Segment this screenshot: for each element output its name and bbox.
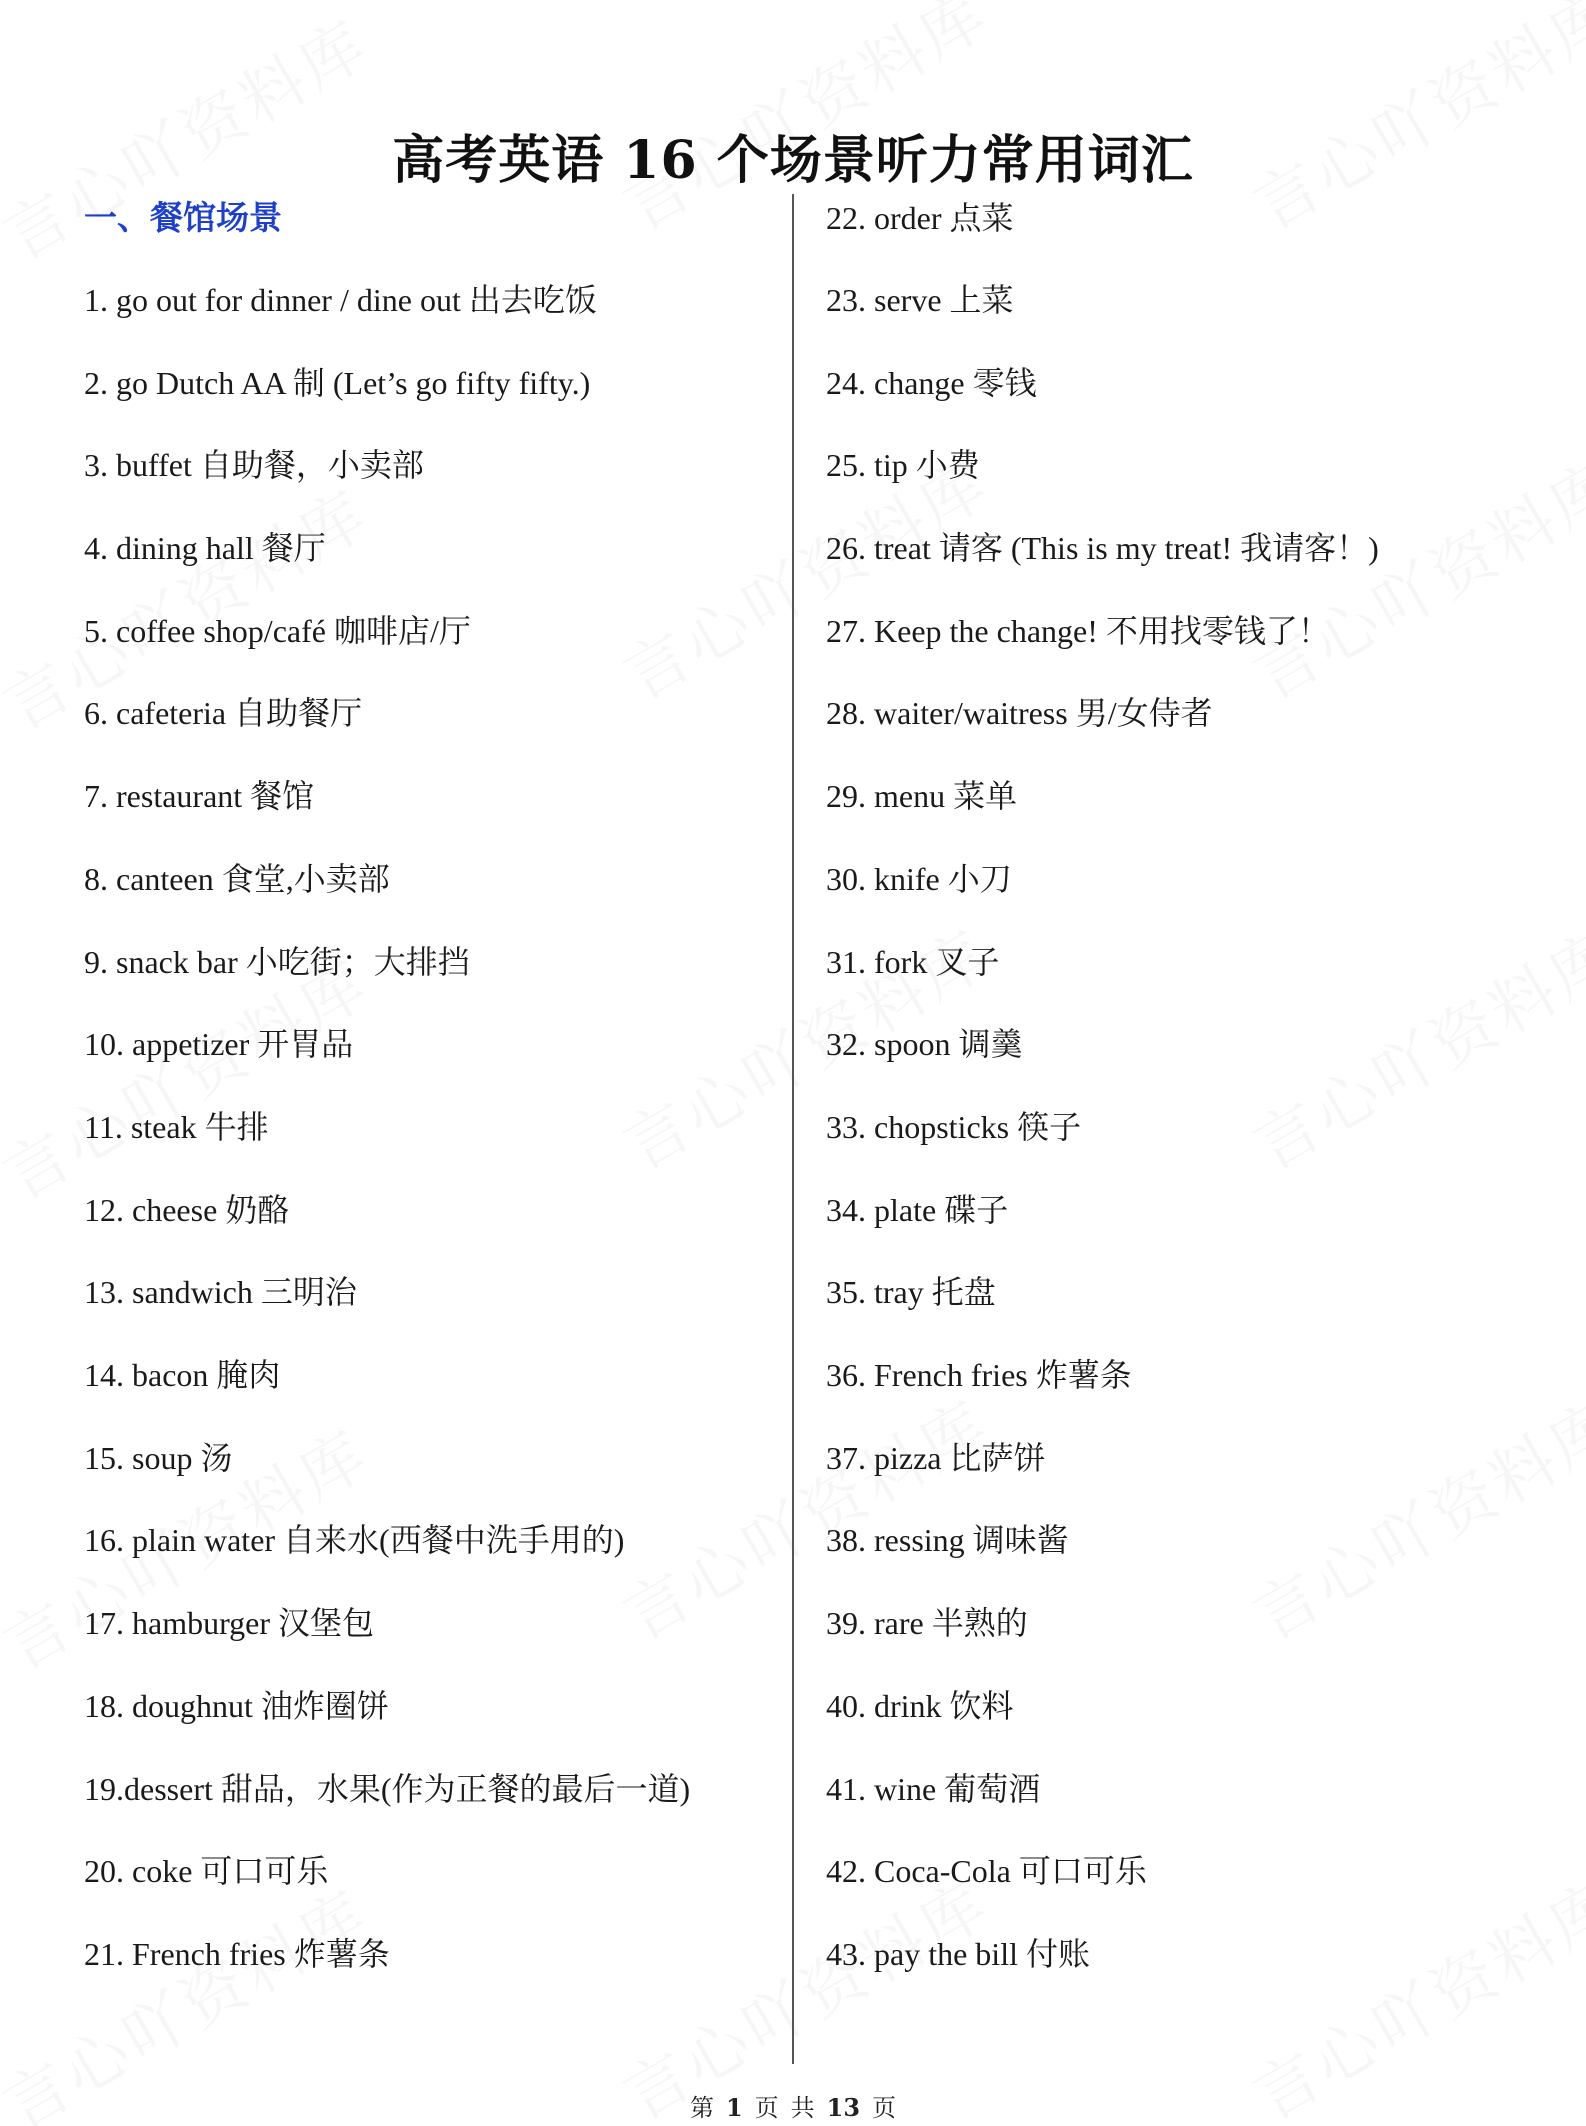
vocab-item: 40. drink 饮料 — [826, 1688, 1014, 1724]
vocab-item: 1. go out for dinner / dine out 出去吃饭 — [84, 282, 597, 318]
vocab-item: 9. snack bar 小吃街；大排挡 — [84, 944, 470, 980]
vocab-item: 17. hamburger 汉堡包 — [84, 1605, 375, 1641]
vocab-item: 22. order 点菜 — [826, 200, 1014, 236]
vocab-item: 4. dining hall 餐厅 — [84, 530, 326, 566]
footer-page-word: 第 — [689, 2094, 714, 2122]
page-footer — [0, 2088, 1586, 2123]
vocab-item: 29. menu 菜单 — [826, 778, 1018, 814]
vocab-item: 15. soup 汤 — [84, 1440, 233, 1476]
vocab-item: 20. coke 可口可乐 — [84, 1853, 329, 1889]
footer-page-word: 页 — [754, 2094, 779, 2122]
vocab-item: 35. tray 托盘 — [826, 1274, 996, 1310]
vocab-item: 12. cheese 奶酪 — [84, 1192, 290, 1228]
vocab-item: 36. French fries 炸薯条 — [826, 1357, 1132, 1393]
vocab-item: 27. Keep the change! 不用找零钱了！ — [826, 613, 1330, 649]
watermark — [1234, 434, 1586, 718]
vocab-item: 38. ressing 调味酱 — [826, 1522, 1069, 1558]
vocab-item: 23. serve 上菜 — [826, 282, 1014, 318]
vocab-item: 25. tip 小费 — [826, 447, 980, 483]
watermark — [0, 1864, 384, 2126]
vocab-item: 33. chopsticks 筷子 — [826, 1109, 1082, 1145]
page-title: 高考英语 16 个场景听力常用词汇 — [392, 130, 1194, 191]
watermark — [1234, 1854, 1586, 2126]
vocab-item: 18. doughnut 油炸圈饼 — [84, 1688, 389, 1724]
vocab-item: 39. rare 半熟的 — [826, 1605, 1028, 1641]
section-heading: 一、餐馆场景 — [84, 198, 282, 237]
vocab-item: 37. pizza 比萨饼 — [826, 1440, 1046, 1476]
vocab-item: 8. canteen 食堂,小卖部 — [84, 861, 390, 897]
vocab-item: 31. fork 叉子 — [826, 944, 1000, 980]
vocab-item: 13. sandwich 三明治 — [84, 1274, 357, 1310]
footer-total-pages: 13 — [826, 2093, 861, 2122]
watermark — [1234, 1374, 1586, 1658]
vocab-item: 3. buffet 自助餐，小卖部 — [84, 447, 424, 483]
vocab-item: 21. French fries 炸薯条 — [84, 1936, 390, 1972]
vocab-item: 14. bacon 腌肉 — [84, 1357, 281, 1393]
footer-page-word: 页 — [872, 2094, 897, 2122]
vocab-item: 26. treat 请客 (This is my treat! 我请客！) — [826, 530, 1379, 566]
vocab-item: 5. coffee shop/café 咖啡店/厅 — [84, 613, 471, 649]
column-divider — [792, 194, 794, 2064]
footer-total-word: 共 — [790, 2094, 815, 2122]
vocab-item: 28. waiter/waitress 男/女侍者 — [826, 695, 1213, 731]
vocab-item: 43. pay the bill 付账 — [826, 1936, 1090, 1972]
vocab-item: 7. restaurant 餐馆 — [84, 778, 315, 814]
vocab-item: 10. appetizer 开胃品 — [84, 1026, 354, 1062]
vocab-item: 30. knife 小刀 — [826, 861, 1012, 897]
vocab-item: 6. cafeteria 自助餐厅 — [84, 695, 363, 731]
vocab-item: 42. Coca-Cola 可口可乐 — [826, 1853, 1147, 1889]
vocab-item: 19.dessert 甜品，水果(作为正餐的最后一道) — [84, 1771, 691, 1807]
vocab-item: 2. go Dutch AA 制 (Let’s go fifty fifty.) — [84, 365, 591, 401]
vocab-item: 24. change 零钱 — [826, 365, 1037, 401]
vocab-item: 41. wine 葡萄酒 — [826, 1771, 1041, 1807]
vocab-item: 11. steak 牛排 — [84, 1109, 269, 1145]
vocab-item: 16. plain water 自来水(西餐中洗手用的) — [84, 1522, 625, 1558]
vocab-item: 34. plate 碟子 — [826, 1192, 1009, 1228]
vocab-item: 32. spoon 调羹 — [826, 1026, 1023, 1062]
watermark — [1234, 904, 1586, 1188]
footer-page-number: 1 — [725, 2093, 743, 2122]
